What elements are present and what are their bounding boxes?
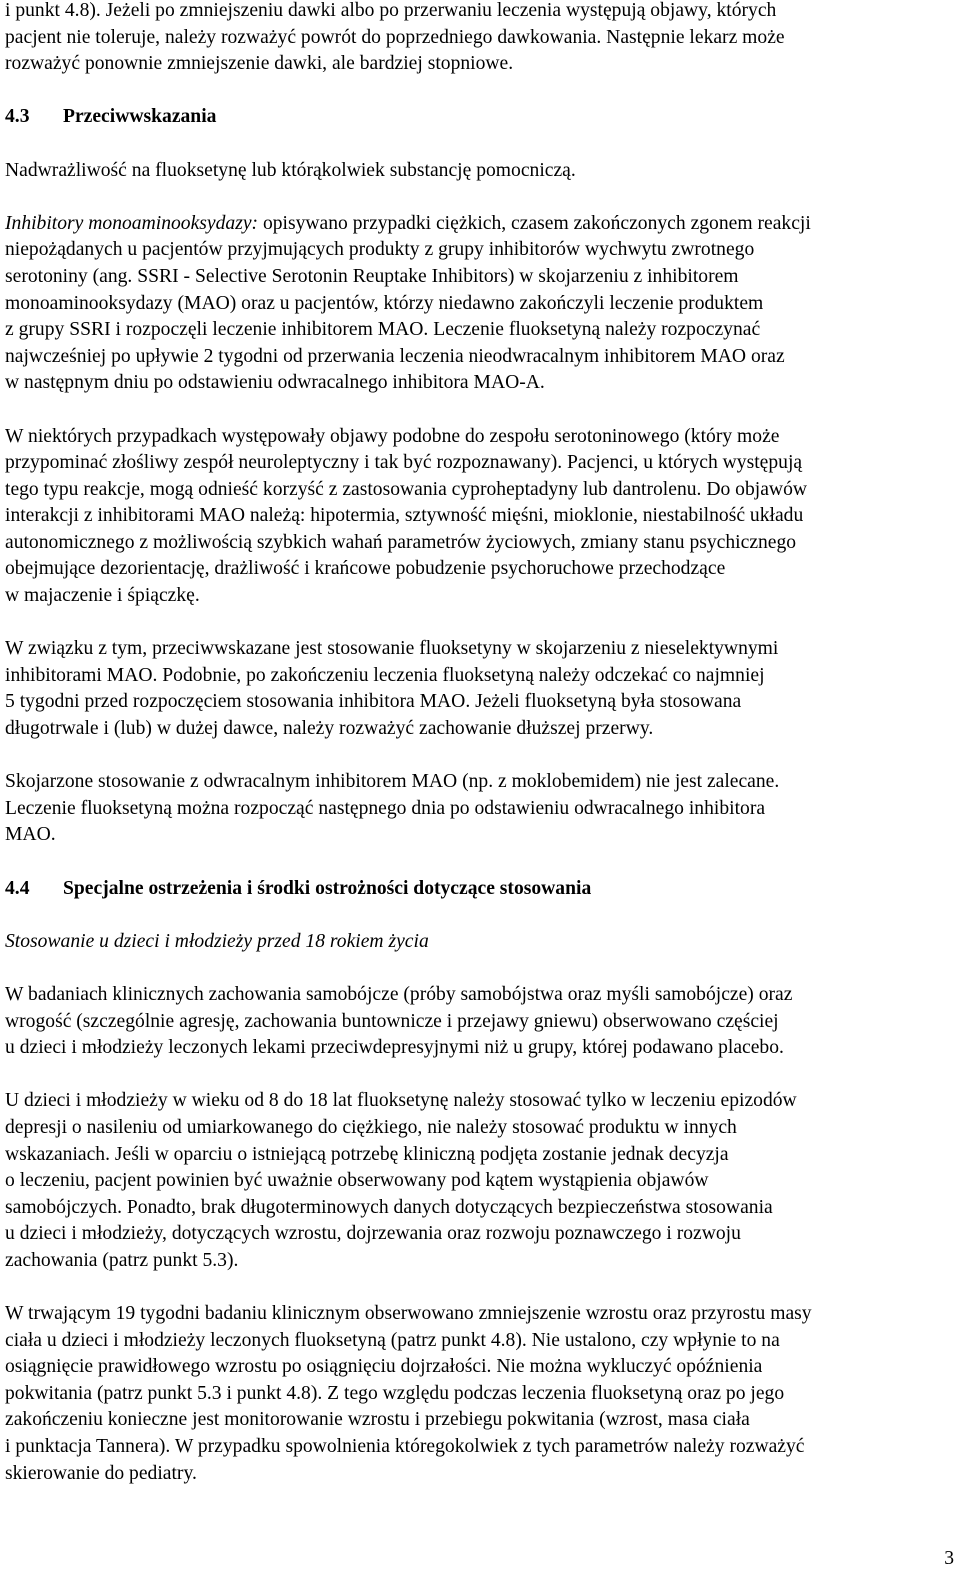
text-line: Stosowanie u dzieci i młodzieży przed 18 rokiem życia xyxy=(5,930,429,952)
text-line: długotrwale i (lub) w dużej dawce, należy rozważyć zachowanie dłuższej przerwy. xyxy=(5,718,654,740)
italic-lead: Inhibitory monoaminooksydazy: xyxy=(5,212,259,234)
text-line: serotoniny (ang. SSRI - Selective Serotonin Reuptake Inhibitors) w skojarzeniu z inhibitorem xyxy=(5,265,739,287)
text-line: przypominać złośliwy zespół neuroleptyczny i tak być rozpoznawany). Pacjenci, u których występują xyxy=(5,452,803,474)
hypersensitivity-paragraph xyxy=(5,158,955,185)
text-line: MAO. xyxy=(5,824,56,846)
text-line: w następnym dniu po odstawieniu odwracalnego inhibitora MAO-A. xyxy=(5,372,545,394)
text-line: depresji o nasileniu od umiarkowanego do ciężkiego, nie należy stosować produktu w innych xyxy=(5,1116,737,1138)
serotonin-syndrome-paragraph xyxy=(5,424,955,610)
text-line: obejmujące dezorientację, drażliwość i krańcowe pobudzenie psychoruchowe przechodzące xyxy=(5,558,726,580)
text-line: zakończeniu konieczne jest monitorowanie wzrostu i przebiegu pokwitania (wzrost, masa ciała xyxy=(5,1409,750,1431)
contraindication-paragraph xyxy=(5,636,955,742)
text-line: z grupy SSRI i rozpoczęli leczenie inhibitorem MAO. Leczenie fluoksetyną należy rozpoczynać xyxy=(5,319,761,341)
text-line: interakcji z inhibitorami MAO należą: hipotermia, sztywność mięśni, mioklonie, niestabilność układu xyxy=(5,505,804,527)
text-line: W związku z tym, przeciwwskazane jest stosowanie fluoksetyny w skojarzeniu z nieselektywnymi xyxy=(5,638,779,660)
text-line: W badaniach klinicznych zachowania samobójcze (próby samobójstwa oraz myśli samobójcze) oraz xyxy=(5,983,793,1005)
text-line: wrogość (szczególnie agresję, zachowania buntownicze i przejawy gniewu) obserwowano częściej xyxy=(5,1010,779,1032)
text-line: rozważyć ponownie zmniejszenie dawki, ale bardziej stopniowe. xyxy=(5,53,514,75)
growth-paragraph xyxy=(5,1301,955,1487)
text-line: samobójczych. Ponadto, brak długoterminowych danych dotyczących bezpieczeństwa stosowania xyxy=(5,1196,773,1218)
text-line: u dzieci i młodzieży, dotyczących wzrostu, dojrzewania oraz rozwoju poznawczego i rozwoju xyxy=(5,1223,741,1245)
text-line: skierowanie do pediatry. xyxy=(5,1462,197,1484)
line-rest: opisywano przypadki ciężkich, czasem zakończonych zgonem reakcji xyxy=(258,212,811,234)
text-line: Nadwrażliwość na fluoksetynę lub którąkolwiek substancję pomocniczą. xyxy=(5,159,576,181)
subheading-children xyxy=(5,929,955,956)
text-line: W trwającym 19 tygodni badaniu klinicznym obserwowano zmniejszenie wzrostu oraz przyrostu masy xyxy=(5,1303,812,1325)
document-page xyxy=(5,0,955,1487)
section-heading-4-3 xyxy=(5,104,955,131)
section-number: 4.4 xyxy=(5,877,30,899)
text-line: pokwitania (patrz punkt 5.3 i punkt 4.8). Z tego względu podczas leczenia fluoksetyną oraz po jego xyxy=(5,1382,785,1404)
text-line: ciała u dzieci i młodzieży leczonych fluoksetyną (patrz punkt 4.8). Nie ustalono, czy wpłynie to na xyxy=(5,1329,780,1351)
reversible-mao-paragraph xyxy=(5,769,955,849)
text-line: Leczenie fluoksetyną można rozpocząć następnego dnia po odstawieniu odwracalnego inhibitora xyxy=(5,797,766,819)
text-line xyxy=(5,211,955,238)
section-title: Przeciwwskazania xyxy=(63,106,217,128)
text-line: tego typu reakcje, mogą odnieść korzyść z zastosowania cyproheptadyny lub dantrolenu. Do objawów xyxy=(5,478,808,500)
text-line: u dzieci i młodzieży leczonych lekami przeciwdepresyjnymi niż u grupy, której podawano placebo. xyxy=(5,1037,784,1059)
text-line: 5 tygodni przed rozpoczęciem stosowania inhibitora MAO. Jeżeli fluoksetyną była stosowana xyxy=(5,691,742,713)
text-line: najwcześniej po upływie 2 tygodni od przerwania leczenia nieodwracalnym inhibitorem MAO oraz xyxy=(5,345,785,367)
text-line: niepożądanych u pacjentów przyjmujących produkty z grupy inhibitorów wychwytu zwrotnego xyxy=(5,239,755,261)
text-line: o leczeniu, pacjent powinien być uważnie obserwowany pod kątem wystąpienia objawów xyxy=(5,1170,709,1192)
text-line: autonomicznego z możliwością szybkich wahań parametrów życiowych, zmiany stanu psychicznego xyxy=(5,531,797,553)
pediatric-use-paragraph xyxy=(5,1088,955,1274)
mao-inhibitors-paragraph xyxy=(5,211,955,397)
text-line: i punkt 4.8). Jeżeli po zmniejszeniu dawki albo po przerwaniu leczenia występują objawy, których xyxy=(5,0,777,21)
text-line: i punktacja Tannera). W przypadku spowolnienia któregokolwiek z tych parametrów należy rozważyć xyxy=(5,1436,805,1458)
text-line: inhibitorami MAO. Podobnie, po zakończeniu leczenia fluoksetyną należy odczekać co najmniej xyxy=(5,664,765,686)
text-line: w majaczenie i śpiączkę. xyxy=(5,585,200,607)
text-line: U dzieci i młodzieży w wieku od 8 do 18 lat fluoksetynę należy stosować tylko w leczeniu epizodów xyxy=(5,1090,797,1112)
text-line: wskazaniach. Jeśli w oparciu o istniejącą potrzebę kliniczną podjęta zostanie jednak decyzja xyxy=(5,1143,729,1165)
section-heading-4-4 xyxy=(5,876,955,903)
text-line: pacjent nie toleruje, należy rozważyć powrót do poprzedniego dawkowania. Następnie lekarz może xyxy=(5,26,785,48)
text-line: osiągnięcie prawidłowego wzrostu po osiągnięciu dojrzałości. Nie można wykluczyć opóźnienia xyxy=(5,1356,763,1378)
page-number: 3 xyxy=(944,1548,954,1569)
text-line: monoaminooksydazy (MAO) oraz u pacjentów, którzy niedawno zakończyli leczenie produktem xyxy=(5,292,764,314)
section-title: Specjalne ostrzeżenia i środki ostrożności dotyczące stosowania xyxy=(63,877,592,899)
intro-paragraph xyxy=(5,0,955,78)
suicidal-behaviour-paragraph xyxy=(5,982,955,1062)
text-line: W niektórych przypadkach występowały objawy podobne do zespołu serotoninowego (który może xyxy=(5,425,780,447)
text-line: Skojarzone stosowanie z odwracalnym inhibitorem MAO (np. z moklobemidem) nie jest zalecane. xyxy=(5,771,780,793)
text-line: zachowania (patrz punkt 5.3). xyxy=(5,1249,239,1271)
section-number: 4.3 xyxy=(5,106,30,128)
